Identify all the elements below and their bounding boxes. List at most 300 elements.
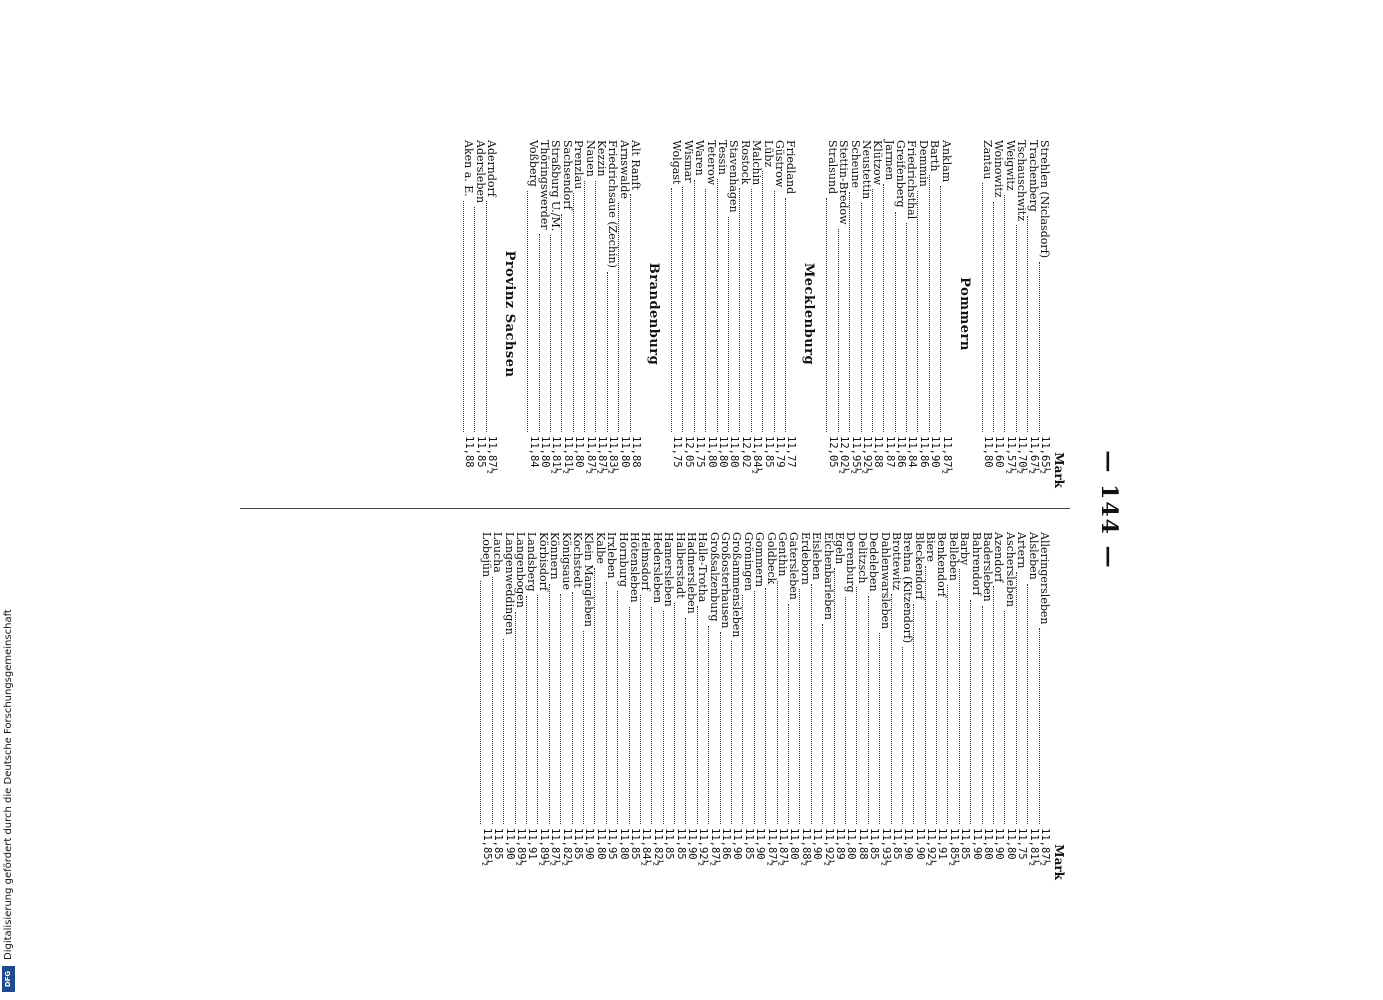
table-row [879,532,890,880]
dot-leader [838,229,846,432]
place-name: Langenbogen [514,532,528,608]
place-name: Derenburg [844,532,858,593]
dot-leader [686,618,694,824]
place-name: Großsalzenburg [707,532,721,622]
table-row [537,532,548,880]
dot-leader [1016,572,1024,824]
table-row [720,532,731,880]
table-row [982,532,993,880]
dot-leader [1004,195,1012,432]
table-row [717,140,728,488]
table-row [940,140,951,488]
table-row [970,532,981,880]
price-value: 11,65½ [1039,436,1052,474]
left-column [463,140,1066,488]
footer-text: Digitalisierung gefördert durch die Deutsche Forschungsgemeinschaft [3,609,14,960]
price-value: 11,85 [572,828,584,860]
place-name: Scheune [848,140,862,188]
price-value: 11,85 [492,828,505,860]
table-row [868,532,879,880]
price-value: 11,84½ [751,436,764,474]
dot-leader [474,207,482,432]
table-row [751,140,762,488]
table-row [492,532,503,880]
price-value: 11,88 [463,436,476,468]
table-row [754,532,765,880]
price-value: 11,80 [538,436,551,468]
place-name: Lobejün [479,532,493,578]
dot-leader [617,591,625,824]
price-value: 11,82½ [560,828,573,866]
table-row [765,532,776,880]
place-name: Barby [958,532,972,566]
price-value: 11,87½ [595,436,608,474]
place-name: Friedland [784,140,798,195]
place-name: Teterow [704,140,718,186]
place-name: Bleckendorf [912,532,926,600]
table-row [594,532,605,880]
table-row [785,140,796,488]
price-value: 11,81½ [1027,828,1040,866]
place-name: Zantau [981,140,995,180]
price-value: 11,87½ [549,828,562,866]
price-value: 11,82½ [651,828,664,866]
price-value: 11,85 [959,828,972,860]
place-name: Dedeleben [867,532,881,592]
dot-leader [993,586,1001,824]
price-value: 11,88½ [799,828,812,866]
table-row [1027,140,1038,488]
place-name: Langenweddingen [502,532,516,635]
dot-leader [883,184,891,432]
table-row [527,140,538,488]
price-value: 11,80 [845,828,858,860]
table-row [1004,532,1015,880]
place-name: Jarmen [882,140,896,181]
price-value: 11,90 [929,436,942,468]
table-row [993,532,1004,880]
dot-leader [594,568,602,824]
table-row [572,532,583,880]
section-heading: Provinz Sachsen [502,250,518,378]
price-value: 11,77 [785,436,798,468]
place-name: Thöringswerder [537,140,551,230]
table-row [606,532,617,880]
price-value: 11,86 [895,436,908,468]
dot-leader [774,191,782,432]
place-name: Alsleben [1026,532,1040,580]
price-value: 11,80 [617,828,630,860]
price-value: 11,90 [731,828,744,860]
table-row [838,140,849,488]
table-row [906,140,917,488]
price-value: 11,84 [906,436,919,468]
price-value: 11,80 [1004,828,1017,860]
place-name: Egeln [832,532,846,565]
dot-leader [861,203,869,432]
table-row [917,140,928,488]
place-name: Adersleben [473,140,487,204]
price-value: 11,75 [1016,828,1029,860]
table-row [705,140,716,488]
table-row [1004,140,1015,488]
price-value: 11,87½ [1039,828,1052,866]
right-list [480,532,1050,880]
price-value: 11,83½ [607,436,620,474]
dot-leader [917,191,925,432]
place-name: Rostock [738,140,752,185]
dot-leader [856,587,864,824]
dot-leader [895,212,903,432]
table-row [822,532,833,880]
place-name: Alt Ranft [629,140,643,191]
dot-leader [947,585,955,824]
table-row [849,140,860,488]
dot-leader [583,631,591,824]
place-name: Brehna (Kitzendorf) [901,532,915,644]
table-row [607,140,618,488]
page-body [242,140,1122,880]
table-row [845,532,856,880]
dot-leader [959,569,967,824]
dot-leader [982,183,990,432]
table-row [674,532,685,880]
price-value: 11,85 [674,828,687,860]
price-value: 11,89½ [515,828,528,866]
dfg-logo-text: DFG [4,970,13,988]
dot-leader [1004,611,1012,824]
dot-leader [879,633,887,824]
price-value: 11,80 [982,828,995,860]
table-row [663,532,674,880]
table-row [947,532,958,880]
place-name: Arnswalde [617,140,631,199]
dot-leader [1027,584,1035,824]
place-name: Königsaue [559,532,573,590]
dot-leader [902,647,910,824]
unit-label-left: Mark [1052,452,1066,488]
table-row [629,532,640,880]
dot-leader [640,595,648,824]
price-value: 11,89 [833,828,846,860]
dot-leader [671,188,679,432]
dot-leader [537,595,545,824]
right-column [480,532,1066,880]
place-name: Weigwitz [1003,140,1017,191]
dot-leader [845,597,853,824]
price-value: 11,90 [970,828,983,860]
table-row [731,532,742,880]
price-value: 11,85 [628,828,641,860]
place-name: Gröningen [741,532,755,591]
place-name: Waren [693,140,707,176]
table-row [1039,532,1050,880]
dot-leader [728,217,736,432]
dot-leader [762,171,770,432]
price-value: 11,86 [917,436,930,468]
table-row [742,532,753,880]
table-row [463,140,474,488]
dot-leader [777,581,785,825]
price-value: 11,60 [993,436,1006,468]
dot-leader [993,202,1001,432]
place-name: Barth [928,140,942,172]
price-value: 12,05 [826,436,839,468]
table-row [682,140,693,488]
price-value: 11,92½ [697,828,710,866]
dot-leader [694,180,702,432]
place-name: Woinowitz [992,140,1006,198]
price-value: 11,57½ [1004,436,1017,474]
table-row [902,532,913,880]
dot-leader [596,181,604,432]
place-name: Bahrendorf [969,532,983,596]
place-name: Friedrichsthal [905,140,919,220]
table-row [891,532,902,880]
price-value: 11,87 [883,436,896,468]
dot-leader [526,596,534,825]
unit-label-right: Mark [1052,844,1066,880]
price-value: 11,84½ [640,828,653,866]
dot-leader [486,201,494,432]
dot-leader [822,624,830,824]
place-name: Könnern [548,532,562,580]
table-row [1039,140,1050,488]
price-value: 11,80 [728,436,741,468]
dot-leader [573,193,581,432]
place-name: Laucha [491,532,505,573]
table-row [788,532,799,880]
dot-leader [849,192,857,432]
place-name: Prenzlau [572,140,586,190]
section-heading: Mecklenburg [801,262,817,366]
table-row [671,140,682,488]
place-name: Großammensleben [730,532,744,638]
price-value: 11,85 [890,828,903,860]
place-name: Strehlen (Niclasdorf) [1038,140,1052,259]
dot-leader [754,591,762,824]
table-row [515,532,526,880]
price-value: 11,85½ [947,828,960,866]
place-name: Alleringersleben [1038,532,1052,625]
table-row [1016,140,1027,488]
price-value: 11,80 [717,436,730,468]
table-row [982,140,993,488]
table-row [861,140,872,488]
place-name: Eisleben [810,532,824,580]
place-name: Großosterhausen [719,532,733,629]
table-row [993,140,1004,488]
price-value: 11,75 [671,436,684,468]
place-name: Benkendorf [935,532,949,597]
dot-leader [925,566,933,824]
section-heading: Brandenburg [646,262,662,366]
dot-leader [826,198,834,432]
price-value: 11,87½ [940,436,953,474]
place-name: Hadmersleben [684,532,698,614]
price-value: 12,02½ [838,436,851,474]
dot-leader [584,181,592,432]
table-row [739,140,750,488]
place-name: Gatersleben [787,532,801,600]
dot-leader [731,641,739,824]
dot-leader [708,626,716,824]
dot-leader [742,595,750,824]
dot-leader [868,596,876,824]
price-value: 11,85½ [480,828,493,866]
place-name: Halberstadt [673,532,687,599]
price-value: 11,87½ [584,436,597,474]
dot-leader [527,191,535,432]
dot-leader [940,186,948,432]
table-row [856,532,867,880]
table-row [583,532,594,880]
place-name: Stettin-Bredow [837,140,851,225]
dfg-logo [2,966,15,992]
dot-leader [674,603,682,824]
price-value: 11,80 [788,828,801,860]
price-value: 11,80 [618,436,631,468]
price-value: 11,92½ [925,828,938,866]
price-value: 11,95 [606,828,619,860]
place-name: Helmsdorf [639,532,653,591]
dot-leader [811,584,819,824]
place-name: Körbisdorf [536,532,550,592]
table-row [1027,532,1038,880]
dot-leader [739,188,747,432]
table-row [728,140,739,488]
rotated-content [242,140,1122,880]
place-name: Wismar [681,140,695,183]
price-value: 11,92½ [860,436,873,474]
table-row [811,532,822,880]
table-row [539,140,550,488]
dot-leader [936,601,944,824]
price-value: 11,90 [503,828,516,860]
table-row [834,532,845,880]
dot-leader [1016,225,1024,432]
place-name: Azendorf [992,532,1006,583]
dot-leader [549,584,557,824]
dot-leader [834,568,842,824]
place-name: Belleben [946,532,960,581]
place-name: Aken a. E. [462,140,476,197]
table-row [560,532,571,880]
table-row [708,532,719,880]
table-row [826,140,837,488]
table-row [651,532,662,880]
dot-leader [717,179,725,432]
price-value: 11,95½ [849,436,862,474]
place-name: Kalbe [593,532,607,564]
place-name: Stralsund [825,140,839,195]
dot-leader [1039,262,1047,432]
place-name: Kochstedt [571,532,584,588]
dot-leader [799,589,807,824]
table-row [503,532,514,880]
dot-leader [651,607,659,824]
price-value: 11,87½ [708,828,721,866]
dot-leader [607,272,615,432]
place-name: Erdeborn [798,532,812,585]
place-name: Trachenberg [1026,140,1040,212]
price-value: 11,85 [762,436,775,468]
place-name: Eichenbarleben [821,532,835,620]
dot-leader [751,189,759,432]
price-value: 11,81½ [561,436,574,474]
place-name: Dahlenwarsleben [878,532,892,630]
place-name: Irxleben [605,532,619,579]
price-value: 11,80 [594,828,607,860]
place-name: Delitzsch [855,532,869,584]
place-name: Aschersleben [1003,532,1017,607]
place-name: Hötensleben [627,532,641,603]
section-heading: Pommern [956,277,972,351]
price-value: 12,05 [682,436,695,468]
dot-leader [539,234,547,432]
dot-leader [765,588,773,824]
table-row [929,140,940,488]
table-row [474,140,485,488]
price-value: 11,80 [705,436,718,468]
table-row [895,140,906,488]
price-value: 11,79 [773,436,786,468]
table-row [925,532,936,880]
dot-leader [913,604,921,824]
price-value: 11,88 [856,828,869,860]
table-row [549,532,560,880]
table-row [561,140,572,488]
dot-leader [982,606,990,824]
dot-leader [785,198,793,432]
table-row [959,532,970,880]
place-name: Stavenhagen [727,140,741,213]
price-value: 11,90 [811,828,824,860]
place-name: Nauen [583,140,597,177]
dot-leader [492,577,500,824]
dot-leader [561,214,569,432]
table-row [694,140,705,488]
dot-leader [1039,628,1047,824]
dot-leader [872,189,880,432]
price-value: 11,89½ [537,828,550,866]
dot-leader [970,600,978,824]
table-row [573,140,584,488]
price-value: 11,87½ [777,828,790,866]
price-value: 11,88 [630,436,643,468]
place-name: Güstrow [772,140,786,188]
price-value: 11,87½ [765,828,778,866]
table-row [480,532,491,880]
place-name: Sachsendorf [560,140,574,210]
place-name: Hornburg [616,532,630,587]
place-name: Biere [924,532,938,562]
page-number: — 144 — [1096,450,1122,570]
dot-leader [697,606,705,824]
price-value: 11,90 [583,828,596,860]
table-row [872,140,883,488]
table-row [526,532,537,880]
dot-leader [550,235,558,432]
dot-leader [891,594,899,824]
dot-leader [572,592,580,824]
table-row [799,532,810,880]
table-row [883,140,894,488]
price-value: 11,70½ [1016,436,1029,474]
place-name: Friedrichsaue (Zechin) [606,140,620,268]
dot-leader [1027,216,1035,432]
place-name: Neustettin [859,140,873,200]
